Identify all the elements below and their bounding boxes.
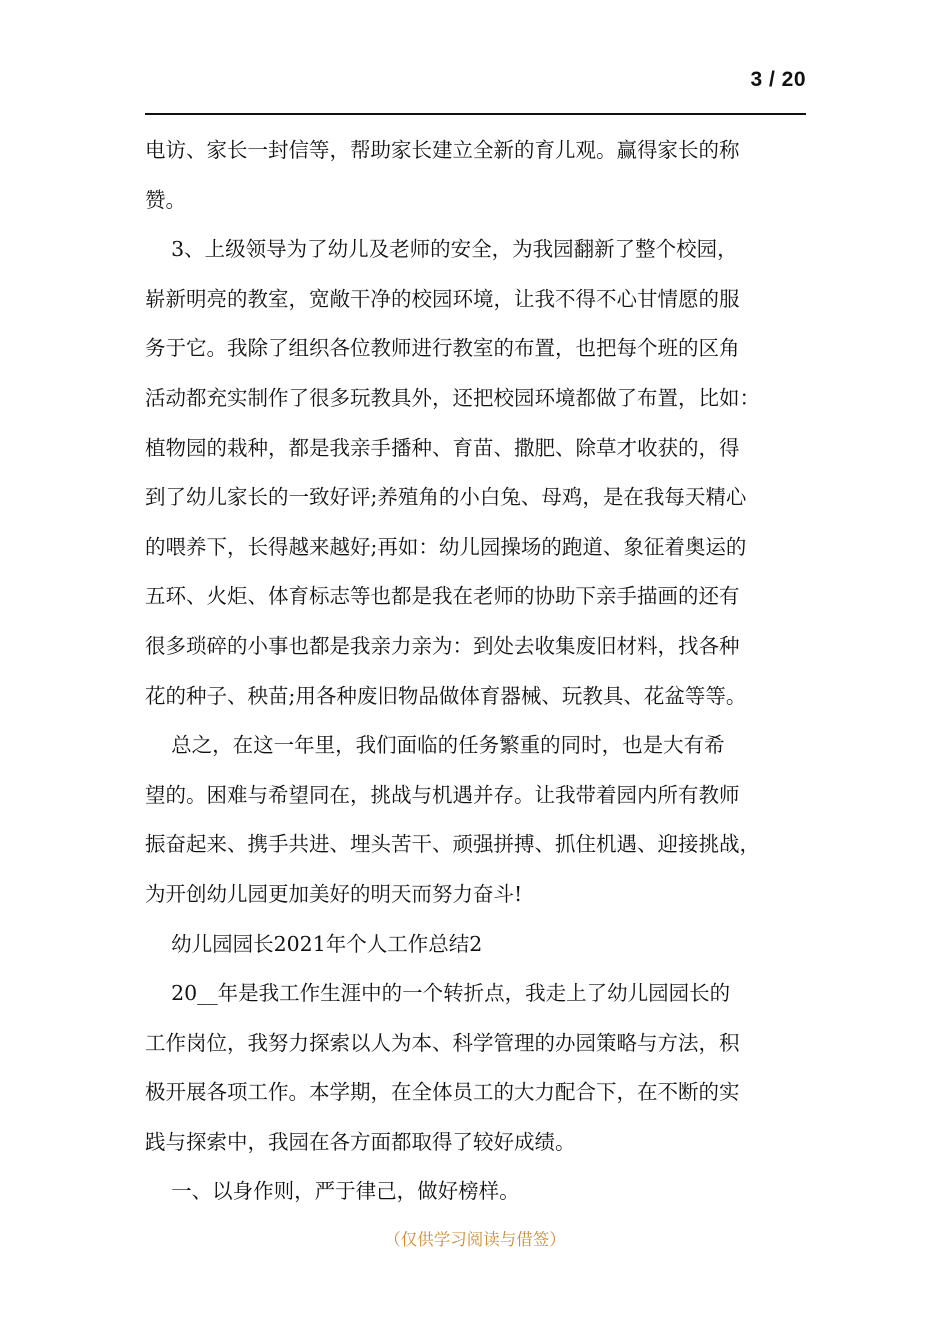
text-line: 五环、火炬、体育标志等也都是我在老师的协助下亲手描画的还有 [145,584,740,609]
text-line: 赞。 [145,187,186,212]
text-line: 极开展各项工作。本学期，在全体员工的大力配合下，在不断的实 [145,1080,740,1105]
text-line: 工作岗位，我努力探索以人为本、科学管理的办园策略与方法，积 [145,1030,740,1055]
subsection-heading: 一、以身作则，严于律己，做好榜样。 [145,1179,520,1204]
text-line: 为开创幼儿园更加美好的明天而努力奋斗! [145,881,523,906]
text-line: 植物园的栽种，都是我亲手播种、育苗、撒肥、除草才收获的，得 [145,435,740,460]
text-line: 20__年是我工作生涯中的一个转折点，我走上了幼儿园园长的 [145,981,731,1006]
header-divider [145,113,806,115]
text-line: 望的。困难与希望同在，挑战与机遇并存。让我带着园内所有教师 [145,782,740,807]
page-number: 3 / 20 [750,68,806,91]
text-line: 崭新明亮的教室，宽敞干净的校园环境，让我不得不心甘情愿的服 [145,286,740,311]
text-line: 活动都充实制作了很多玩教具外，还把校园环境都做了布置，比如： [145,385,760,410]
document-body [145,126,815,1217]
text-line: 的喂养下，长得越来越好;再如：幼儿园操场的跑道、象征着奥运的 [145,534,747,559]
text-line: 振奋起来、携手共进、埋头苦干、顽强拼搏、抓住机遇、迎接挑战， [145,832,760,857]
text-line: 电访、家长一封信等，帮助家长建立全新的育儿观。赢得家长的称 [145,138,740,162]
text-line: 到了幼儿家长的一致好评;养殖角的小白兔、母鸡，是在我每天精心 [145,485,747,510]
text-line: 3、上级领导为了幼儿及老师的安全，为我园翻新了整个校园， [145,237,738,262]
text-line: 花的种子、秧苗;用各种废旧物品做体育器械、玩教具、花盆等等。 [145,683,747,708]
text-line: 务于它。我除了组织各位教师进行教室的布置，也把每个班的区角 [145,336,740,361]
text-line: 很多琐碎的小事也都是我亲力亲为：到处去收集废旧材料，找各种 [145,633,740,658]
text-line: 践与探索中，我园在各方面都取得了较好成绩。 [145,1129,576,1154]
text-line: 总之，在这一年里，我们面临的任务繁重的同时，也是大有希 [145,733,725,758]
section-title: 幼儿园园长2021年个人工作总结2 [145,931,483,956]
footer-note: （仅供学习阅读与借签） [384,1230,566,1249]
